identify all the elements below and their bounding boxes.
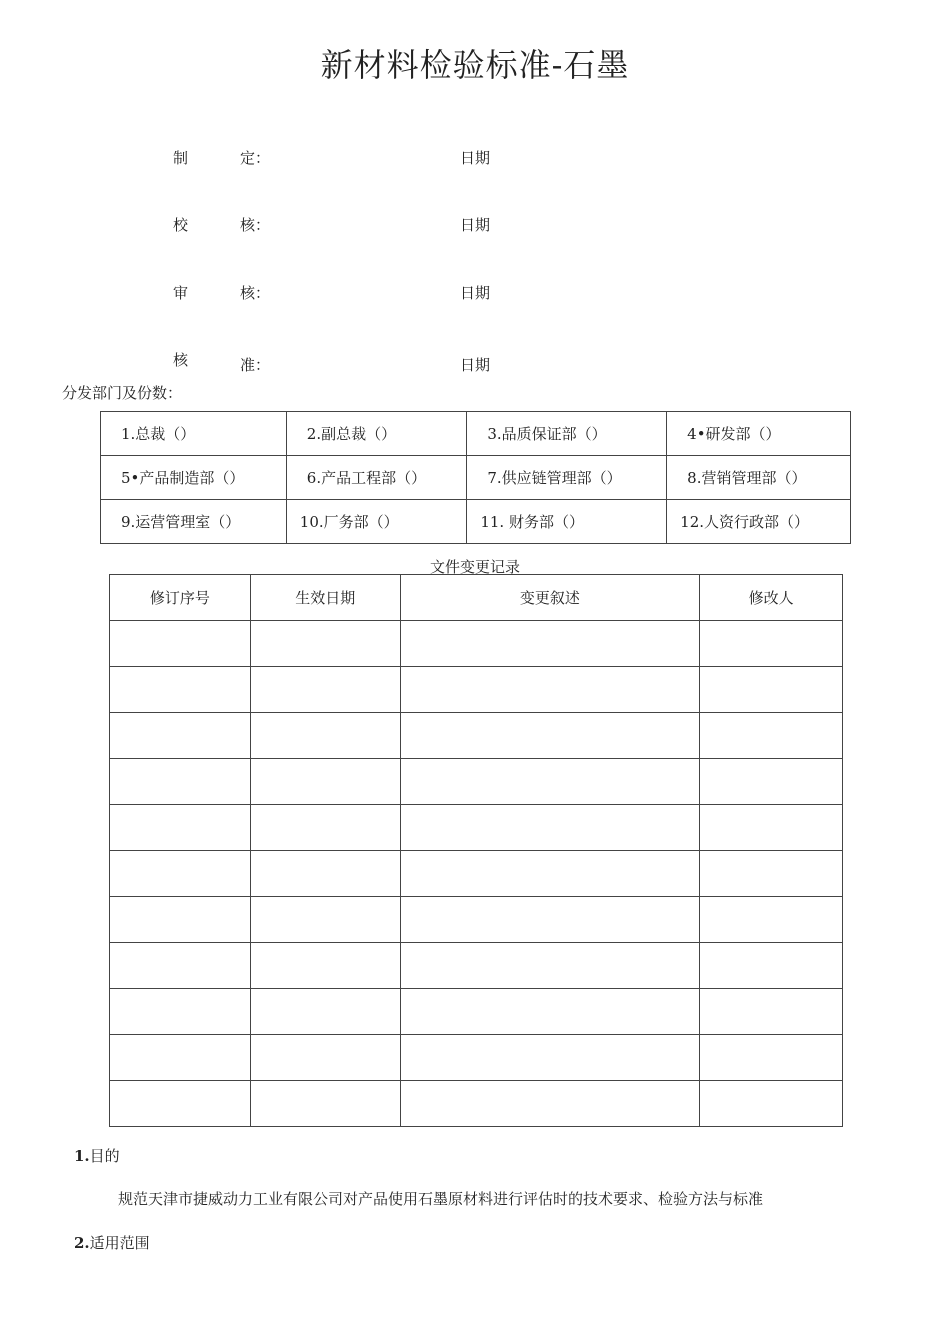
sig-label-draft-2: 定： [240,149,271,167]
table-row [110,805,843,851]
sig-label-review: 审 [173,284,189,302]
distribution-label: 分发部门及份数： [62,384,183,402]
table-row [101,456,851,500]
table-cell: 1.总裁（） [101,412,287,456]
distribution-table [100,411,851,544]
table-cell [700,897,843,943]
table-cell [400,759,700,805]
table-cell [250,897,400,943]
table-cell [700,1081,843,1127]
table-cell [110,667,251,713]
table-row [101,500,851,544]
column-header: 修订序号 [110,575,251,621]
document-title: 新材料检验标准-石墨 [320,46,630,84]
table-cell [400,1081,700,1127]
section-title: 适用范围 [89,1234,150,1252]
table-cell [110,805,251,851]
table-row [110,621,843,667]
table-cell [110,621,251,667]
table-cell [110,851,251,897]
table-cell [700,667,843,713]
table-cell [700,759,843,805]
table-row [110,713,843,759]
table-row [110,759,843,805]
table-row [110,897,843,943]
sig-date-approve: 日期 [460,356,491,374]
table-cell [700,1035,843,1081]
table-cell: 4•研发部（） [667,412,851,456]
table-cell [400,943,700,989]
table-cell [250,621,400,667]
section-number: 1. [74,1147,90,1165]
table-cell [250,1081,400,1127]
table-cell [110,713,251,759]
table-cell [110,759,251,805]
table-cell [400,851,700,897]
table-cell [250,713,400,759]
section-heading-scope [74,1232,150,1253]
table-cell [700,805,843,851]
table-cell: 10.厂务部（） [286,500,467,544]
table-row [110,1081,843,1127]
table-header-row [110,575,843,621]
table-cell [400,1035,700,1081]
table-row [110,851,843,897]
table-cell [400,805,700,851]
table-cell: 12.人资行政部（） [667,500,851,544]
table-cell [110,989,251,1035]
sig-label-approve: 核 [173,351,189,369]
table-cell [400,989,700,1035]
section-heading-purpose [74,1145,120,1166]
section-number: 2. [74,1234,90,1252]
table-cell [400,897,700,943]
table-cell [700,943,843,989]
table-cell [700,713,843,759]
column-header: 生效日期 [250,575,400,621]
table-cell: 7.供应链管理部（） [467,456,667,500]
sig-label-review-2: 核： [240,284,271,302]
sig-label-approve-2: 准： [240,356,271,374]
sig-label-proof-2: 核： [240,216,271,234]
sig-date-draft: 日期 [460,149,491,167]
table-cell [250,1035,400,1081]
table-cell [250,759,400,805]
table-row [101,412,851,456]
table-cell: 6.产品工程部（） [286,456,467,500]
table-cell [110,943,251,989]
table-cell [700,851,843,897]
table-cell: 9.运营管理室（） [101,500,287,544]
column-header: 修改人 [700,575,843,621]
table-cell [250,851,400,897]
sig-label-proof: 校 [173,216,189,234]
table-cell [700,989,843,1035]
table-cell [110,897,251,943]
table-cell [250,943,400,989]
table-cell: 5•产品制造部（） [101,456,287,500]
sig-date-review: 日期 [460,284,491,302]
table-row [110,667,843,713]
sig-date-proof: 日期 [460,216,491,234]
table-cell [400,621,700,667]
table-cell [250,667,400,713]
table-cell: 11. 财务部（） [467,500,667,544]
change-record-table [109,574,843,1127]
table-row [110,943,843,989]
table-row [110,1035,843,1081]
table-row [110,989,843,1035]
table-cell [250,805,400,851]
table-cell [110,1035,251,1081]
table-cell: 2.副总裁（） [286,412,467,456]
section-title: 目的 [89,1147,120,1165]
table-cell [400,667,700,713]
purpose-paragraph: 规范天津市捷威动力工业有限公司对产品使用石墨原材料进行评估时的技术要求、检验方法与标准 [118,1190,764,1208]
table-cell: 3.品质保证部（） [467,412,667,456]
table-cell [110,1081,251,1127]
table-cell: 8.营销管理部（） [667,456,851,500]
table-cell [400,713,700,759]
sig-label-draft: 制 [173,149,189,167]
change-record-caption: 文件变更记录 [429,558,520,576]
column-header: 变更叙述 [400,575,700,621]
table-cell [250,989,400,1035]
table-cell [700,621,843,667]
